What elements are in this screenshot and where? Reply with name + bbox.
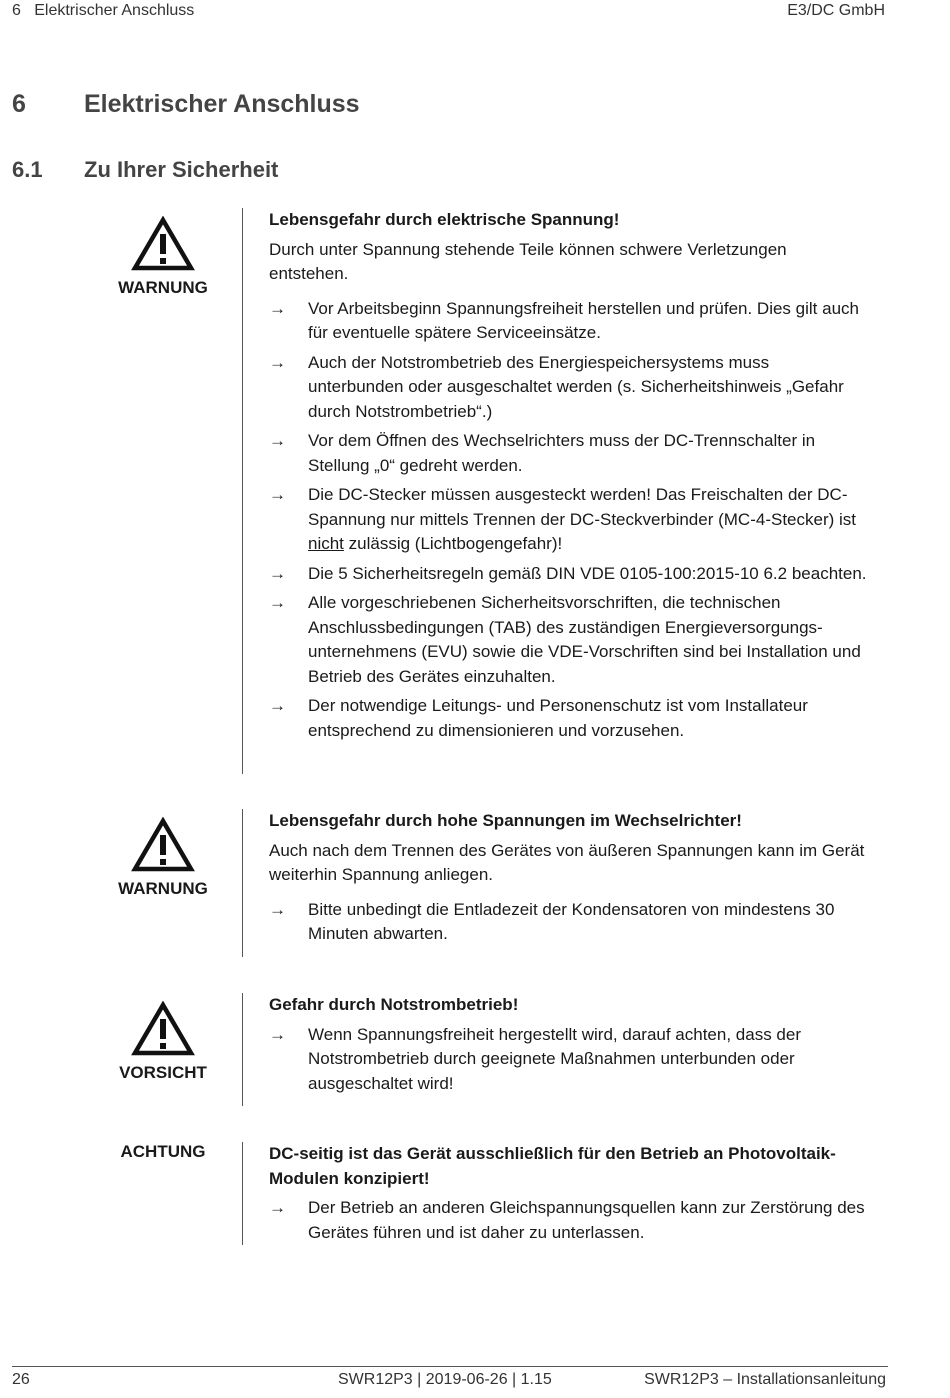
chapter-number: 6	[12, 90, 26, 118]
notice-symbol	[83, 216, 243, 298]
notice-intro: Auch nach dem Trennen des Gerätes von äußeren Spannungen kann im Gerät weiterhin Spannung anliegen.	[269, 840, 865, 884]
notice-body	[269, 993, 869, 1101]
notice-body	[269, 809, 869, 952]
list-item: → Die DC-Stecker müssen ausgesteckt werden! Das Freischalten der DC-Spannung nur mittels Trennen der DC-Steckverbinder (MC-4-Stecker) ist nicht zulässig (Lichtbogengefahr)!	[269, 485, 856, 553]
page-number: 26	[12, 1371, 30, 1388]
arrow-right-icon: →	[269, 1198, 286, 1217]
arrow-right-icon: →	[269, 485, 286, 504]
footer-divider	[12, 1366, 888, 1367]
warning-triangle-icon	[131, 216, 195, 272]
notice-intro: Durch unter Spannung stehende Teile können schwere Verletzungen entstehen.	[269, 239, 787, 283]
list-item: → Bitte unbedingt die Entladezeit der Kondensatoren von mindestens 30 Minuten abwarten.	[269, 899, 835, 943]
list-item: → Vor dem Öffnen des Wechselrichters muss der DC-Trennschalter in Stellung „0“ gedreht werden.	[269, 431, 816, 475]
signal-word: ACHTUNG	[120, 1142, 206, 1161]
arrow-right-icon: →	[269, 563, 286, 583]
list-item: → Vor Arbeitsbeginn Spannungsfreiheit herstellen und prüfen. Dies gilt auch für eventuelle spätere Serviceeinsätze.	[269, 298, 859, 342]
arrow-right-icon: →	[269, 1024, 286, 1044]
notice-title: Lebensgefahr durch elektrische Spannung!	[269, 210, 620, 229]
emphasis-underlined: nicht	[308, 534, 344, 553]
list-item: → Alle vorgeschriebenen Sicherheitsvorschriften, die technischen Anschlussbedingungen (TAB) des zuständigen Energieversorgungs-unternehmens (EVU) sowie die VDE-Vorschriften sind bei Installation und Betrieb des Gerätes einzuhalten.	[269, 593, 861, 686]
list-item: → Der Betrieb an anderen Gleichspannungsquellen kann zur Zerstörung des Gerätes führen und ist daher zu unterlassen.	[269, 1198, 865, 1242]
signal-word: VORSICHT	[119, 1063, 207, 1082]
arrow-right-icon: →	[269, 431, 286, 450]
section-title: Zu Ihrer Sicherheit	[84, 157, 279, 182]
notice-symbol	[83, 817, 243, 899]
warning-triangle-icon	[131, 817, 195, 873]
notice-divider	[242, 208, 243, 774]
list-item: → Die 5 Sicherheitsregeln gemäß DIN VDE 0105-100:2015-10 6.2 beachten.	[269, 562, 869, 587]
section-number: 6.1	[12, 157, 43, 182]
signal-word: WARNUNG	[118, 879, 208, 898]
arrow-right-icon: →	[269, 298, 286, 318]
notice-body	[269, 208, 869, 748]
notice-symbol	[83, 1142, 243, 1162]
list-item: → Auch der Notstrombetrieb des Energiespeichersystems muss unterbunden oder ausgeschaltet werden (s. Sicherheitshinweis „Gefahr durch Notstrombetrieb“.)	[269, 352, 844, 421]
list-item: → Der notwendige Leitungs- und Personenschutz ist vom Installateur entsprechend zu dimensionieren und vorzusehen.	[269, 696, 808, 740]
running-header-chapter: 6 Elektrischer Anschluss	[12, 2, 195, 19]
chapter-title: Elektrischer Anschluss	[84, 90, 360, 118]
list-item: → Wenn Spannungsfreiheit hergestellt wird, darauf achten, dass der Notstrombetrieb durch geeignete Maßnahmen unterbunden oder ausgeschaltet wird!	[269, 1024, 801, 1093]
document-title: SWR12P3 – Installationsanleitung	[644, 1371, 886, 1388]
running-header-company: E3/DC GmbH	[787, 2, 885, 19]
warning-triangle-icon	[131, 1001, 195, 1057]
notice-title: Gefahr durch Notstrombetrieb!	[269, 995, 519, 1014]
notice-divider	[242, 1142, 243, 1245]
chapter-heading	[12, 90, 360, 119]
notice-body	[269, 1142, 869, 1250]
document-version: SWR12P3 | 2019-06-26 | 1.15	[338, 1371, 552, 1388]
arrow-right-icon: →	[269, 593, 286, 612]
notice-title: DC-seitig ist das Gerät ausschließlich für den Betrieb an Photovoltaik-Modulen konzipiert!	[269, 1144, 836, 1188]
notice-divider	[242, 993, 243, 1106]
page-footer	[12, 1371, 886, 1393]
section-heading	[12, 157, 278, 183]
notice-symbol	[83, 1001, 243, 1083]
arrow-right-icon: →	[269, 696, 286, 715]
signal-word: WARNUNG	[118, 278, 208, 297]
notice-title: Lebensgefahr durch hohe Spannungen im Wechselrichter!	[269, 811, 742, 830]
arrow-right-icon: →	[269, 352, 286, 372]
notice-divider	[242, 809, 243, 957]
arrow-right-icon: →	[269, 899, 286, 919]
running-header	[12, 2, 885, 20]
